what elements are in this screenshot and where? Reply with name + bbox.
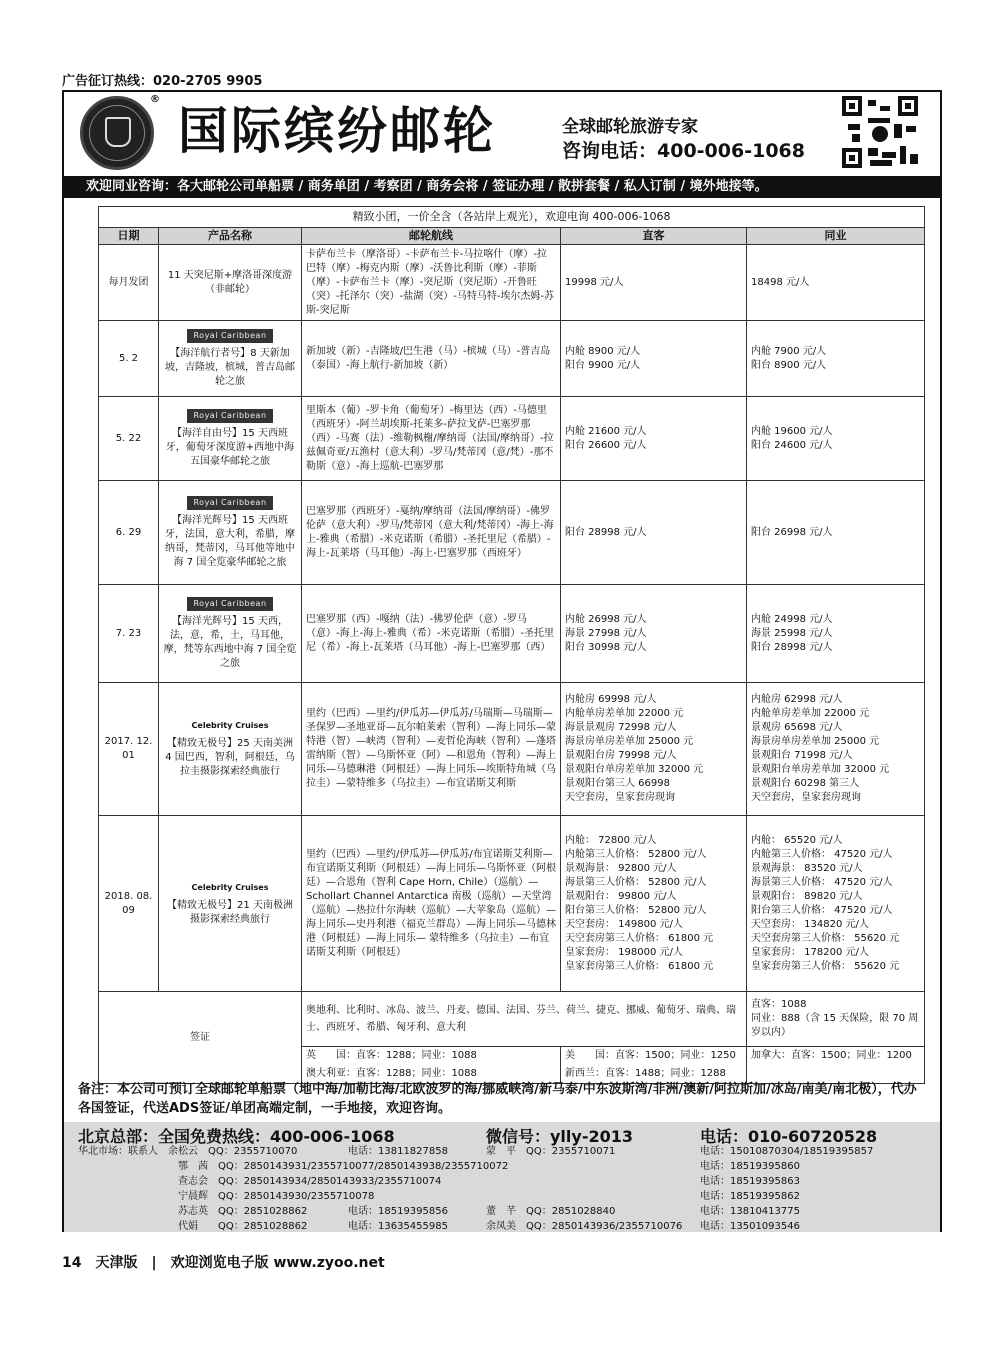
brand-tagline: 全球邮轮旅游专家: [562, 117, 698, 137]
contact-line: 电话：18519395862: [700, 1191, 800, 1202]
brand-title: 国际缤纷邮轮: [178, 101, 496, 160]
header-date: 日期: [99, 228, 159, 245]
row-product: [159, 481, 302, 585]
header-trade: 同业: [747, 228, 925, 245]
row-date: 5. 22: [99, 397, 159, 481]
row-route: 里约（巴西）—里约/伊瓜苏—伊瓜苏/布宜诺斯艾利斯—布宜诺斯艾利斯（阿根廷）—海上同乐—乌斯怀亚（阿根廷）—合恩角（智利 Cape Horn, Chile）（巡航）— Schollart Channel Antarctica 南极（巡航）—天堂湾（巡航）—热拉什尔海峡（巡航）—大苹象岛（巡航）—海上同乐—史丹利港（福克兰群岛）—海上同乐—马德林港（阿根廷）—海上同乐— 蒙特维多（乌拉圭）—布宜诺斯艾利斯（阿根廷）: [302, 816, 561, 992]
row-direct-price: 阳台 28998 元/人: [561, 481, 747, 585]
row-date: 5. 2: [99, 321, 159, 397]
row-route: 卡萨布兰卡（摩洛哥）-卡萨布兰卡-马拉喀什（摩）-拉巴特（摩）-梅克内斯（摩）-沃鲁比利斯（摩）-菲斯（摩）-卡萨布兰卡（摩）-突尼斯（突尼斯）-开鲁旺（突）-托泽尔（突）-盐湖（突）-马特马特-埃尔杰姆-苏斯-突尼斯: [302, 245, 561, 321]
row-product: [159, 683, 302, 816]
row-product: [159, 397, 302, 481]
product-name: 【海洋自由号】15 天西班牙，葡萄牙深度游+西地中海五国豪华邮轮之旅: [165, 427, 295, 467]
visa-label: 签证: [99, 992, 302, 1084]
row-product: [159, 245, 302, 321]
row-route: 里斯本（葡）-罗卡角（葡萄牙）-梅里达（西）-马德里（西班牙）-阿兰胡埃斯-托莱多-萨拉戈萨-巴塞罗那（西）-马赛（法）-维勒枫榭/摩纳哥（法国/摩纳哥）-拉兹佩奇亚/五渔村（意大利）-罗马/梵蒂冈（意/梵）-那不勒斯（意）-海上巡航-巴塞罗那: [302, 397, 561, 481]
row-product: [159, 321, 302, 397]
row-trade-price: 内舱 19600 元/人 阳台 24600 元/人: [747, 397, 925, 481]
row-route: 巴塞罗那（西班牙）-戛纳/摩纳哥（法国/摩纳哥）-佛罗伦萨（意大利）-罗马/梵蒂冈（意大利/梵蒂冈）-海上-海上-雅典（希腊）-米克诺斯（希腊）-圣托里尼（希腊）-海上-瓦莱塔（马耳他）-海上-巴塞罗那（西班牙）: [302, 481, 561, 585]
product-name: 【海洋光辉号】15 天西，法，意，希，土，马耳他，摩，梵等东西地中海 7 国全览之旅: [163, 615, 297, 669]
royal-caribbean-logo-icon: Royal Caribbean: [187, 329, 273, 343]
page-footer: 14 天津版 | 欢迎浏览电子版 www.zyoo.net: [62, 1255, 385, 1271]
ship-logo-icon: [80, 96, 154, 170]
contact-line: 苏志英 QQ：2851028862: [78, 1206, 308, 1217]
contact-line: 宁晨辉 QQ：2850143930/2355710078: [78, 1191, 375, 1202]
product-name: 【精致无极号】21 天南极洲摄影探索经典旅行: [167, 899, 293, 925]
row-trade-price: 阳台 26998 元/人: [747, 481, 925, 585]
row-route: 巴塞罗那（西）-嘎纳（法）-佛罗伦萨（意）-罗马（意）-海上-海上-雅典（希）-米克诺斯（希腊）-圣托里尼（希）-海上-瓦莱塔（马耳他）-海上-巴塞罗那（西）: [302, 585, 561, 683]
contact-line: 电话：13810413775: [700, 1206, 800, 1217]
row-date: 7. 23: [99, 585, 159, 683]
row-route: 新加坡（新）-吉隆坡/巴生港（马）-槟城（马）-普吉岛（泰国）-海上航行-新加坡（新）: [302, 321, 561, 397]
table-row: [99, 683, 925, 816]
footer-wechat: 微信号：ylly-2013: [486, 1127, 634, 1146]
header-direct: 直客: [561, 228, 747, 245]
contact-line: 董 芊 QQ：2851028840: [486, 1206, 616, 1217]
registered-mark: ®: [150, 94, 160, 105]
row-direct-price: 内舱 26998 元/人 海景 27998 元/人 阳台 30998 元/人: [561, 585, 747, 683]
royal-caribbean-logo-icon: Royal Caribbean: [187, 597, 273, 611]
visa-countries: 奥地利、比利时、冰岛、波兰、丹麦、德国、法国、芬兰、荷兰、捷克、挪威、葡萄牙、瑞典、瑞士、西班牙、希腊、匈牙利、意大利: [302, 992, 747, 1047]
visa-uk: 英 国：直客：1288；同业：1088: [302, 1047, 561, 1066]
ad-hotline: 广告征订热线：020-2705 9905: [62, 74, 263, 89]
contact-line: 华北市场：联系人 余松云 QQ：2355710070: [78, 1146, 298, 1157]
contact-line: 电话：15010870304/18519395857: [700, 1146, 874, 1157]
footer-hq: 北京总部：全国免费热线：400-006-1068: [78, 1127, 395, 1146]
header-route: 邮轮航线: [302, 228, 561, 245]
row-product: [159, 585, 302, 683]
contact-line: 电话：18519395860: [700, 1161, 800, 1172]
row-date: 每月发团: [99, 245, 159, 321]
row-direct-price: 内舱 8900 元/人 阳台 9900 元/人: [561, 321, 747, 397]
row-trade-price: 内舱： 65520 元/人 内舱第三人价格： 47520 元/人 景观海景： 83520 元/人 海景第三人价格： 47520 元/人 景观阳台： 89820 元/人 阳台第三人价格： 47520 元/人 天空套房： 134820 元/人 天空套房第三人价格： 55620 元 皇家套房： 178200 元/人 皇家套房第三人价格： 55620 元: [747, 816, 925, 992]
consult-phone: 咨询电话：400-006-1068: [562, 140, 805, 162]
row-direct-price: 内舱 21600 元/人 阳台 26600 元/人: [561, 397, 747, 481]
contact-line: 查志会 QQ：2850143934/2850143933/2355710074: [78, 1176, 442, 1187]
footer-phone: 电话：010-60720528: [700, 1127, 878, 1146]
table-row: [99, 321, 925, 397]
table-caption: 精致小团，一价全含（各站岸上观光），欢迎电询 400-006-1068: [99, 207, 925, 228]
row-direct-price: 19998 元/人: [561, 245, 747, 321]
row-trade-price: 内舱 7900 元/人 阳台 8900 元/人: [747, 321, 925, 397]
row-trade-price: 18498 元/人: [747, 245, 925, 321]
product-name: 【海洋光辉号】15 天西班牙，法国，意大利，希腊，摩纳哥，梵蒂冈，马耳他等地中海 7 国全览豪华邮轮之旅: [165, 514, 295, 568]
contact-line: 代娟 QQ：2851028862: [78, 1221, 308, 1232]
qr-code-icon: [842, 96, 918, 168]
row-route: 里约（巴西）—里约/伊瓜苏—伊瓜苏/马瑞斯—马瑞斯—圣保罗—圣地亚哥—瓦尔帕莱索（智利）—海上同乐—蒙特港（智）—峡湾（智利）—麦哲伦海峡（智利）—蓬塔雷纳斯（智）—乌斯怀亚（阿）—和恩角（智利）—海上同乐—马德琳港（阿根廷）—海上同乐—埃斯特角城（乌拉圭）—蒙特维多（乌拉圭）—布宜诺斯艾利斯: [302, 683, 561, 816]
cruise-price-table: [98, 206, 925, 1084]
row-date: 2018. 08. 09: [99, 816, 159, 992]
product-name: 11 天突尼斯+摩洛哥深度游（非邮轮）: [167, 269, 293, 295]
row-direct-price: 内舱房 69998 元/人 内舱单房差单加 22000 元 海景景观房 72998 元/人 海景房单房差单加 25000 元 景观阳台房 79998 元/人 景观阳台单房差单加 32000 元 景观阳台第三人 66998 天空套房，皇家套房现询: [561, 683, 747, 816]
contact-line: 余凤美 QQ：2850143936/2355710076: [486, 1221, 683, 1232]
table-row: [99, 397, 925, 481]
row-direct-price: 内舱： 72800 元/人 内舱第三人价格： 52800 元/人 景观海景： 92800 元/人 海景第三人价格： 52800 元/人 景观阳台： 99800 元/人 阳台第三人价格： 52800 元/人 天空套房： 149800 元/人 天空套房第三人价格： 61800 元 皇家套房： 198000 元/人 皇家套房第三人价格： 61800 元: [561, 816, 747, 992]
contact-line: 电话：13501093546: [700, 1221, 800, 1232]
visa-schengen-price: 直客：1088 同业：888（含 15 天保险，限 70 周岁以内）: [747, 992, 925, 1047]
table-row: [99, 816, 925, 992]
product-name: 【海洋航行者号】8 天新加坡，吉隆坡，槟城，普吉岛邮轮之旅: [165, 347, 295, 387]
product-name: 【精致无极号】25 天南美洲 4 国巴西，智利，阿根廷，乌拉圭摄影探索经典旅行: [165, 738, 295, 777]
row-product: [159, 816, 302, 992]
royal-caribbean-logo-icon: Royal Caribbean: [187, 409, 273, 423]
visa-us: 美 国：直客：1500；同业：1250: [561, 1047, 747, 1066]
header-product: 产品名称: [159, 228, 302, 245]
table-row: [99, 481, 925, 585]
visa-canada: 加拿大：直客：1500；同业：1200: [747, 1047, 925, 1066]
visa-australia: 澳大利亚：直客：1288；同业：1088: [302, 1065, 561, 1084]
row-date: 2017. 12. 01: [99, 683, 159, 816]
contact-line: 电话：18519395863: [700, 1176, 800, 1187]
row-date: 6. 29: [99, 481, 159, 585]
contact-line: 电话：13635455985: [348, 1221, 448, 1232]
contact-line: 电话：18519395856: [348, 1206, 448, 1217]
contact-line: 鄂 茜 QQ：2850143931/2355710077/2850143938/2355710072: [78, 1161, 509, 1172]
row-trade-price: 内舱 24998 元/人 海景 25998 元/人 阳台 28998 元/人: [747, 585, 925, 683]
welcome-banner: 欢迎同业咨询：各大邮轮公司单船票 / 商务单团 / 考察团 / 商务会将 / 签证办理 / 散拼套餐 / 私人订制 / 境外地接等。: [64, 176, 940, 198]
row-trade-price: 内舱房 62998 元/人 内舱单房差单加 22000 元 景观房 65698 元/人 海景房单房差单加 25000 元 景观阳台 71998 元/人 景观阳台单房差单加 32000 元 景观阳台 60298 第三人 天空套房，皇家套房现询: [747, 683, 925, 816]
royal-caribbean-logo-icon: Royal Caribbean: [187, 496, 273, 510]
table-row: [99, 585, 925, 683]
remarks: 备注：本公司可预订全球邮轮单船票（地中海/加勒比海/北欧波罗的海/挪威峡湾/新马泰/中东波斯湾/非洲/澳新/阿拉斯加/冰岛/南美/南北极），代办各国签证，代送ADS签证/单团高端定制，一手地接，欢迎咨询。: [78, 1082, 917, 1116]
contact-line: 电话：13811827858: [348, 1146, 448, 1157]
celebrity-logo-icon: Celebrity Cruises: [191, 882, 269, 892]
visa-newzealand: 新西兰：直客：1488；同业：1288: [561, 1065, 747, 1084]
celebrity-logo-icon: Celebrity Cruises: [191, 721, 269, 730]
table-row: [99, 245, 925, 321]
contact-line: 蒙 平 QQ：2355710071: [486, 1146, 616, 1157]
